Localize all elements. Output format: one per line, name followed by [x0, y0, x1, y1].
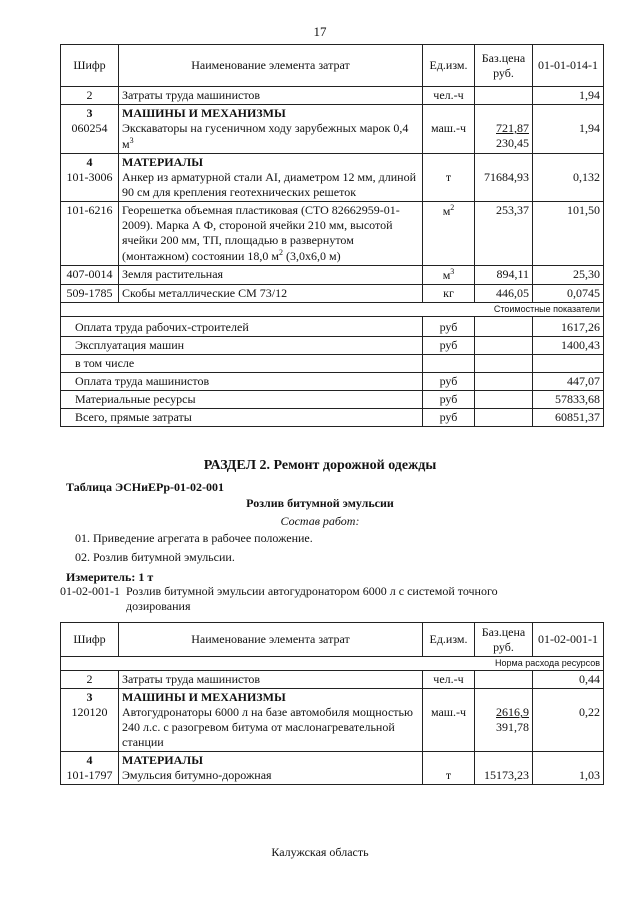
table-row	[61, 202, 604, 266]
summary-row	[61, 373, 604, 391]
row-unit: маш.-ч	[423, 689, 475, 752]
measure-unit: Измеритель: 1 т	[66, 570, 154, 584]
work-item: 02. Розлив битумной эмульсии.	[75, 550, 235, 564]
summary-label: Эксплуатация машин	[61, 337, 423, 355]
table-row	[61, 154, 604, 202]
table-row	[61, 689, 604, 752]
group-title: МАШИНЫ И МЕХАНИЗМЫ	[122, 690, 286, 705]
summary-label: Материальные ресурсы	[61, 391, 423, 409]
row-code: 060254	[71, 121, 108, 135]
row-price: 721,87	[496, 121, 529, 135]
row-code: 4	[86, 155, 93, 169]
row-name: Затраты труда машинистов	[119, 87, 423, 105]
table-header-row	[61, 623, 604, 657]
row-name: Анкер из арматурной стали AI, диаметром 12 мм, длиной 90 см для крепления геотехнических решеток	[122, 170, 417, 199]
row-code: 3	[86, 106, 93, 120]
summary-row	[61, 317, 604, 337]
header-unit: Ед.изм.	[423, 623, 475, 657]
table-row	[61, 285, 604, 303]
summary-label: Всего, прямые затраты	[61, 409, 423, 427]
header-name: Наименование элемента затрат	[119, 623, 423, 657]
row-price: 894,11	[475, 266, 533, 285]
summary-unit: руб	[423, 391, 475, 409]
row-value: 1,94	[533, 105, 604, 154]
header-code-column: 01-01-014-1	[533, 45, 604, 87]
row-name: Земля растительная	[119, 266, 423, 285]
row-price: 15173,23	[475, 752, 533, 785]
row-value: 1,94	[533, 87, 604, 105]
cost-indicators-row	[61, 303, 604, 317]
summary-row	[61, 409, 604, 427]
works-header: Состав работ:	[280, 514, 360, 528]
row-value: 25,30	[533, 266, 604, 285]
header-code: Шифр	[61, 623, 119, 657]
table-title: Розлив битумной эмульсии	[246, 496, 394, 510]
row-value: 101,50	[533, 202, 604, 266]
header-code-column: 01-02-001-1	[533, 623, 604, 657]
row-code: 120120	[71, 705, 108, 720]
row-name: Автогудронаторы 6000 л на базе автомобиля мощностью 240 л.с. с разогревом битума от маслонагревательной станции	[122, 705, 413, 750]
summary-label: Оплата труда рабочих-строителей	[61, 317, 423, 337]
summary-row	[61, 355, 604, 373]
row-code: 101-1797	[66, 768, 113, 783]
row-unit: чел.-ч	[423, 671, 475, 689]
summary-unit: руб	[423, 317, 475, 337]
work-item: 01. Приведение агрегата в рабочее положение.	[75, 531, 313, 545]
item-text: Розлив битумной эмульсии автогудронатором 6000 л с системой точного дозирования	[126, 584, 498, 613]
row-price: 253,37	[475, 202, 533, 266]
row-value: 0,44	[533, 671, 604, 689]
summary-unit: руб	[423, 409, 475, 427]
row-code: 101-6216	[61, 202, 119, 266]
summary-value: 1400,43	[533, 337, 604, 355]
summary-unit: руб	[423, 337, 475, 355]
resource-table-1	[60, 44, 604, 427]
table-row	[61, 105, 604, 154]
row-price: 71684,93	[475, 154, 533, 202]
row-unit: т	[423, 154, 475, 202]
resource-table-2	[60, 622, 604, 785]
row-unit: $м^3$	[423, 266, 475, 285]
row-unit: т	[423, 752, 475, 785]
summary-value: 60851,37	[533, 409, 604, 427]
row-price-2: 230,45	[496, 136, 529, 150]
row-price: 2616,9	[496, 705, 529, 720]
page-footer: Калужская область	[271, 845, 369, 859]
row-name: Затраты труда машинистов	[119, 671, 423, 689]
header-code: Шифр	[61, 45, 119, 87]
row-value: 0,132	[533, 154, 604, 202]
row-unit: чел.-ч	[423, 87, 475, 105]
header-unit: Ед.изм.	[423, 45, 475, 87]
row-unit: кг	[423, 285, 475, 303]
header-price: Баз.цена руб.	[475, 623, 533, 657]
row-code: 2	[61, 87, 119, 105]
row-price: 446,05	[475, 285, 533, 303]
row-name: Георешетка объемная пластиковая (СТО 82662959-01-2009). Марка А Ф, стороной ячейки 210 мм, высотой ячейки 200 мм, ТП, площадью в развернутом (монтажном) состоянии 18,0 $м^2$ (3,0х6,0 м)	[119, 202, 423, 266]
table-row	[61, 752, 604, 785]
row-name: Эмульсия битумно-дорожная	[122, 768, 272, 783]
summary-value: 1617,26	[533, 317, 604, 337]
row-value: 1,03	[533, 752, 604, 785]
row-code: 509-1785	[61, 285, 119, 303]
row-code: 3	[86, 690, 93, 705]
group-title: МАТЕРИАЛЫ	[122, 753, 203, 768]
summary-unit: руб	[423, 373, 475, 391]
row-price-2: 391,78	[496, 720, 529, 735]
row-code: 2	[61, 671, 119, 689]
table-row	[61, 87, 604, 105]
row-name: Экскаваторы на гусеничном ходу зарубежных марок 0,4 $м^3$	[122, 121, 409, 151]
row-value: 0,0745	[533, 285, 604, 303]
table-id: Таблица ЭСНиЕРр-01-02-001	[66, 480, 225, 494]
summary-value: 57833,68	[533, 391, 604, 409]
summary-value: 447,07	[533, 373, 604, 391]
table-row	[61, 671, 604, 689]
resource-norm-label: Норма расхода ресурсов	[61, 657, 604, 671]
group-title: МАТЕРИАЛЫ	[122, 155, 203, 169]
section-title: РАЗДЕЛ 2. Ремонт дорожной одежды	[203, 458, 437, 473]
item-code: 01-02-001-1	[60, 584, 120, 598]
resource-norm-row	[61, 657, 604, 671]
summary-row	[61, 391, 604, 409]
row-code: 101-3006	[66, 170, 113, 184]
summary-label: в том числе	[61, 355, 423, 373]
page-number: 17	[313, 24, 327, 39]
cost-indicators-label: Стоимостные показатели	[61, 303, 604, 317]
item-line	[60, 584, 546, 614]
row-code: 4	[86, 753, 93, 768]
row-value: 0,22	[533, 689, 604, 752]
row-name: Скобы металлические СМ 73/12	[119, 285, 423, 303]
table-header-row	[61, 45, 604, 87]
header-name: Наименование элемента затрат	[119, 45, 423, 87]
summary-label: Оплата труда машинистов	[61, 373, 423, 391]
header-price: Баз.цена руб.	[475, 45, 533, 87]
row-unit: $м^2$	[423, 202, 475, 266]
group-title: МАШИНЫ И МЕХАНИЗМЫ	[122, 106, 286, 120]
summary-row	[61, 337, 604, 355]
row-code: 407-0014	[61, 266, 119, 285]
row-unit: маш.-ч	[423, 105, 475, 154]
table-row	[61, 266, 604, 285]
